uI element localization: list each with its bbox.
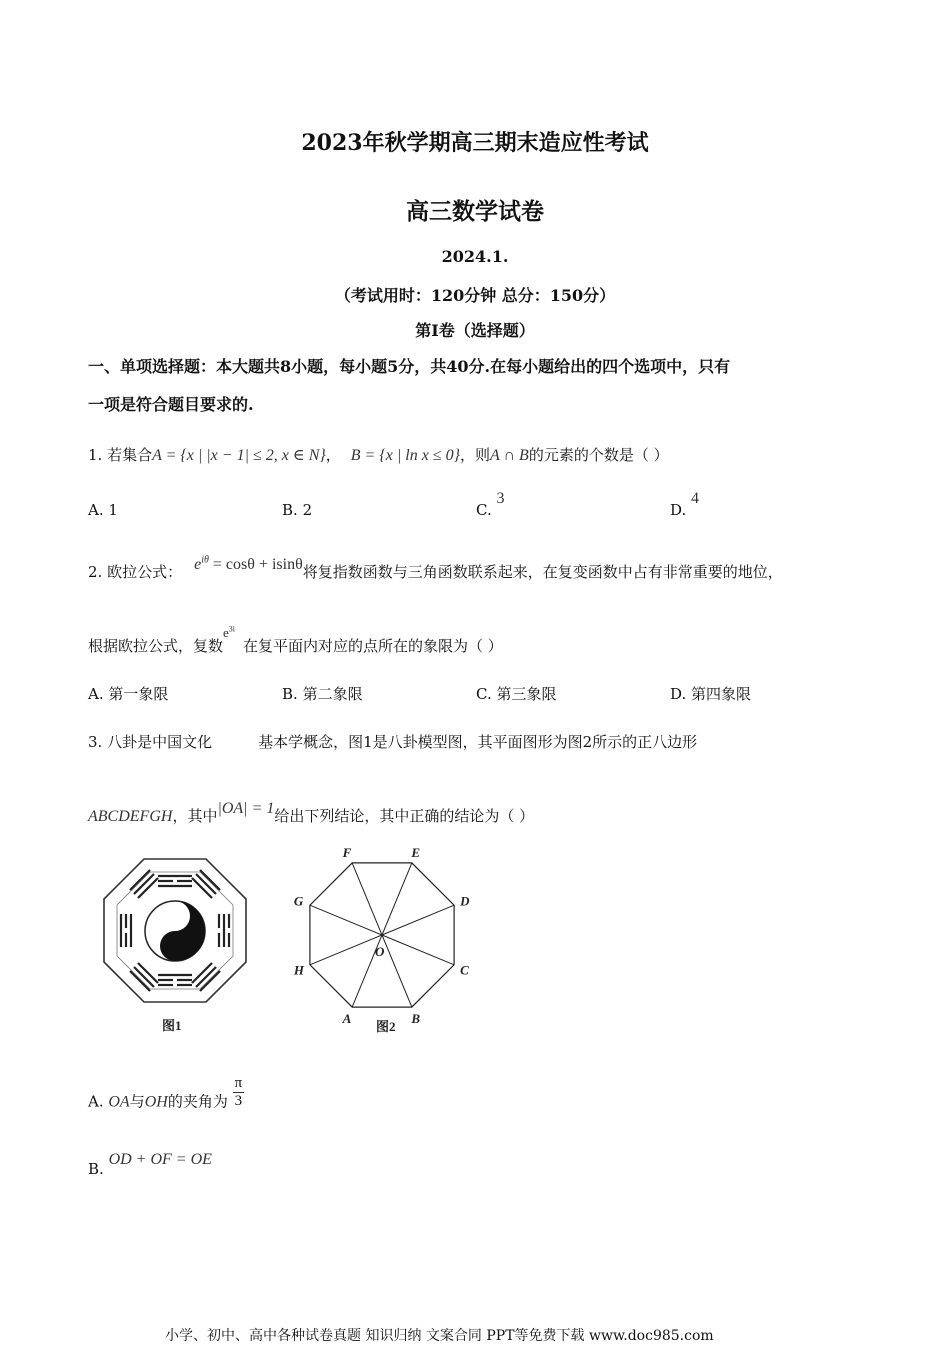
center-label-o: O [375, 944, 385, 959]
q1-set-b: B = {x | ln x ≤ 0} [350, 447, 460, 464]
q1-set-a: A = {x | |x − 1| ≤ 2, x ∈ N} [152, 447, 326, 464]
fraction-numerator: π [234, 1075, 243, 1091]
option-label: B. [282, 685, 303, 703]
fig2-caption: 图2 [376, 1019, 396, 1034]
paper-subtitle: 高三数学试卷 [406, 198, 544, 225]
option-label: B. [282, 501, 303, 519]
question-2-line2 [88, 624, 503, 656]
q1-option-d [670, 490, 700, 520]
option-label: D. [670, 501, 692, 519]
vertex-label-h: H [293, 962, 305, 978]
exam-info: （考试用时：120分钟 总分：150分） [334, 286, 616, 305]
octagon-figure [290, 848, 480, 1038]
q1-expression: A ∩ B [490, 447, 529, 464]
option-text: 的夹角为 [167, 1092, 228, 1111]
vertex-label-c: C [460, 962, 469, 978]
q3-condition: |OA| = 1 [217, 800, 275, 817]
q2-complex-number [223, 625, 235, 640]
q1-comma: ， [325, 446, 341, 464]
vertex-label-b: B [411, 1011, 421, 1027]
option-value: 第四象限 [691, 685, 752, 703]
q3-option-b [88, 1151, 212, 1179]
fig1-caption: 图1 [162, 1018, 182, 1033]
q2-option-b [282, 683, 363, 704]
option-label: A. [88, 501, 109, 519]
option-label: C. [476, 501, 497, 519]
option-label: A. [88, 1092, 109, 1111]
option-label: D. [670, 685, 692, 703]
q1-suffix: 的元素的个数是（ ） [528, 446, 669, 464]
fraction-denominator: 3 [234, 1093, 243, 1109]
vector-oh: OH [144, 1093, 168, 1111]
vector-equation: OD + OF = OE [108, 1151, 212, 1168]
formula-rest: = cosθ + isinθ [208, 556, 303, 573]
option-label: C. [476, 685, 497, 703]
q1-option-a [88, 501, 118, 519]
option-value: 3 [496, 490, 505, 507]
q3-text1b: 基本学概念，图1是八卦模型图，其平面图形为图2所示的正八边形 [258, 733, 698, 751]
vertex-label-a: A [342, 1011, 352, 1027]
number-base: e [223, 625, 229, 640]
q2-euler-formula [194, 556, 303, 573]
q2-option-a [88, 683, 168, 704]
q2-text2b: 在复平面内对应的点所在的象限为（ ） [243, 637, 503, 655]
vector-oa: OA [108, 1093, 130, 1111]
q3-polygon-name: ABCDEFGH [88, 808, 173, 825]
question-3-line2 [88, 800, 535, 826]
option-value: 4 [691, 490, 700, 507]
vertex-label-f: F [342, 848, 352, 860]
option-value: 第二象限 [302, 685, 363, 703]
q2-text2a: 根据欧拉公式，复数 [88, 637, 224, 655]
option-value: 第三象限 [496, 685, 557, 703]
q2-option-d [670, 683, 751, 704]
part-heading: 第Ⅰ卷（选择题） [415, 321, 535, 340]
q3-text2b: 给出下列结论，其中正确的结论为（ ） [274, 807, 535, 825]
q3-text2a: ，其中 [172, 807, 218, 825]
formula-exponent: iθ [201, 554, 209, 566]
q3-text1a: 3. 八卦是中国文化 [88, 733, 213, 751]
page-footer: 小学、初中、高中各种试卷真题 知识归纳 文案合同 PPT等免费下载 www.doc985.com [165, 1328, 714, 1344]
q2-prefix: 2. 欧拉公式： [88, 563, 183, 581]
q1-option-c [476, 490, 505, 520]
q1-option-b [282, 501, 312, 519]
vertex-label-g: G [293, 893, 304, 909]
vertex-label-e: E [411, 848, 421, 860]
q3-option-a [88, 1075, 244, 1120]
q1-prefix: 1. 若集合 [88, 446, 153, 464]
vertex-label-d: D [460, 893, 470, 909]
exam-date: 2024.1. [441, 247, 509, 266]
q2-text1: 将复指数函数与三角函数联系起来，在复变函数中占有非常重要的地位， [302, 563, 783, 581]
number-exponent: 3i [228, 624, 236, 634]
section-heading-line1: 一、单项选择题：本大题共8小题，每小题5分，共40分.在每小题给出的四个选项中，只有 [88, 357, 731, 376]
option-value: 2 [302, 501, 313, 519]
option-label: B. [88, 1160, 109, 1178]
fraction-pi-over-3 [233, 1075, 245, 1110]
bagua-figure [100, 852, 250, 1042]
option-label: A. [88, 685, 109, 703]
exam-title: 2023年秋学期高三期末造应性考试 [301, 130, 649, 156]
section-heading-line2: 一项是符合题目要求的. [88, 395, 254, 414]
option-text: 与 [129, 1092, 145, 1111]
option-value: 1 [108, 501, 118, 519]
option-value: 第一象限 [108, 685, 169, 703]
q2-option-c [476, 683, 557, 704]
question-1 [88, 444, 669, 465]
q1-mid: ，则 [459, 446, 490, 464]
question-3-line1 [88, 731, 697, 752]
formula-base: e [194, 556, 202, 573]
